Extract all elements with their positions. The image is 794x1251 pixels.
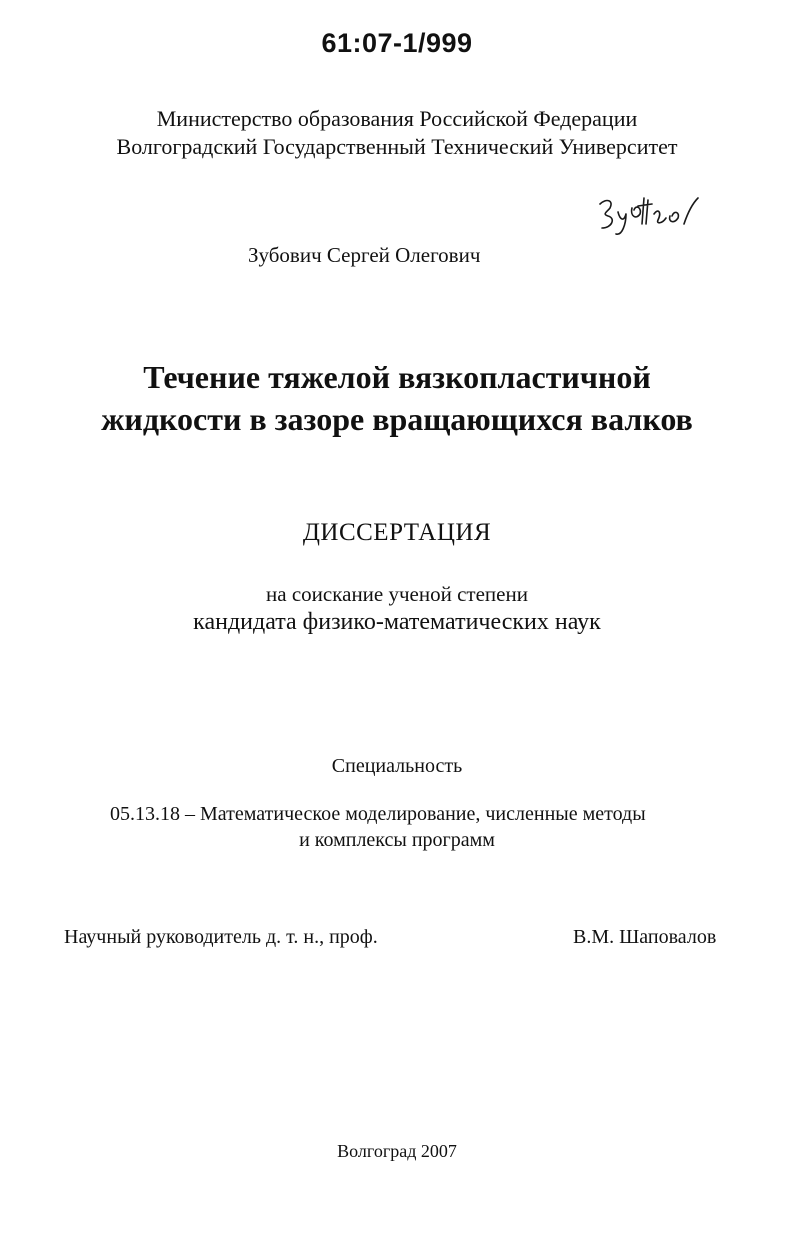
catalog-number: 61:07-1/999 — [321, 28, 473, 58]
dissertation-title — [0, 356, 794, 440]
specialty-line-2: и комплексы программ — [299, 829, 495, 851]
university-name: Волгоградский Государственный Технический Университет — [116, 134, 678, 159]
ministry-name: Министерство образования Российской Федерации — [156, 106, 638, 131]
handwritten-signature — [592, 190, 712, 240]
specialty-label: Специальность — [331, 755, 463, 777]
degree-line-1: на соискание ученой степени — [266, 582, 528, 606]
advisor-role: Научный руководитель д. т. н., проф. — [64, 926, 378, 948]
author-name: Зубович Сергей Олегович — [248, 243, 481, 267]
document-type: ДИССЕРТАЦИЯ — [302, 519, 492, 546]
advisor-name: В.М. Шаповалов — [573, 926, 717, 948]
specialty-line-1: 05.13.18 – Математическое моделирование, численные методы — [110, 803, 646, 825]
title-line-1: Течение тяжелой вязкопластичной — [143, 359, 651, 395]
title-line-2: жидкости в зазоре вращающихся валков — [101, 401, 693, 437]
place-and-year: Волгоград 2007 — [337, 1141, 457, 1161]
degree-line-2: кандидата физико-математических наук — [193, 609, 601, 635]
